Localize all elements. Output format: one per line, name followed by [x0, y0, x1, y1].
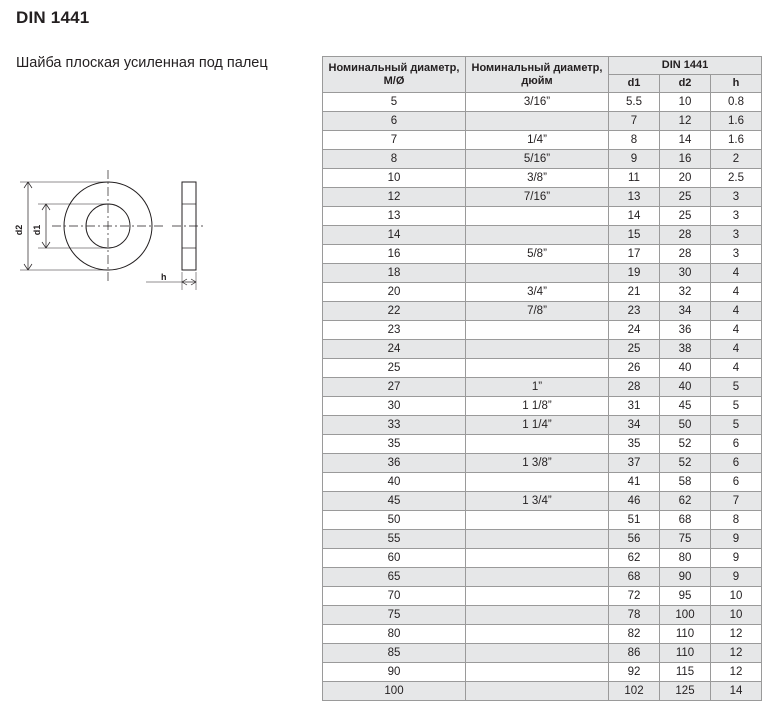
cell-nominal-mm: 13 [323, 207, 466, 226]
cell-d1: 26 [609, 359, 660, 378]
cell-nominal-inch: 3/4” [466, 283, 609, 302]
cell-d2: 52 [660, 454, 711, 473]
cell-d1: 86 [609, 644, 660, 663]
cell-d1: 5.5 [609, 93, 660, 112]
cell-d2: 58 [660, 473, 711, 492]
cell-nominal-mm: 27 [323, 378, 466, 397]
cell-d1: 19 [609, 264, 660, 283]
cell-nominal-inch [466, 112, 609, 131]
cell-nominal-mm: 100 [323, 682, 466, 701]
cell-d2: 125 [660, 682, 711, 701]
cell-h: 1.6 [711, 112, 762, 131]
cell-d2: 10 [660, 93, 711, 112]
cell-h: 4 [711, 321, 762, 340]
cell-d2: 20 [660, 169, 711, 188]
cell-nominal-inch [466, 549, 609, 568]
cell-nominal-inch [466, 207, 609, 226]
table-row [323, 245, 762, 264]
table-row [323, 511, 762, 530]
table-row [323, 644, 762, 663]
cell-nominal-inch: 5/8” [466, 245, 609, 264]
cell-nominal-mm: 45 [323, 492, 466, 511]
cell-h: 2.5 [711, 169, 762, 188]
cell-nominal-mm: 25 [323, 359, 466, 378]
cell-nominal-inch: 1 1/8” [466, 397, 609, 416]
table-body [323, 93, 762, 701]
cell-d2: 36 [660, 321, 711, 340]
cell-d2: 100 [660, 606, 711, 625]
cell-d2: 110 [660, 625, 711, 644]
cell-nominal-mm: 36 [323, 454, 466, 473]
cell-h: 3 [711, 245, 762, 264]
cell-nominal-mm: 65 [323, 568, 466, 587]
table-row [323, 416, 762, 435]
table-row [323, 131, 762, 150]
cell-h: 12 [711, 625, 762, 644]
cell-nominal-inch [466, 682, 609, 701]
cell-d1: 31 [609, 397, 660, 416]
cell-nominal-mm: 50 [323, 511, 466, 530]
cell-d1: 24 [609, 321, 660, 340]
cell-h: 6 [711, 454, 762, 473]
cell-d1: 28 [609, 378, 660, 397]
header-nominal-mm: Номинальный диаметр, М/Ø [323, 57, 466, 93]
cell-d1: 82 [609, 625, 660, 644]
cell-nominal-inch [466, 340, 609, 359]
cell-nominal-inch: 5/16” [466, 150, 609, 169]
cell-nominal-inch [466, 530, 609, 549]
table-row [323, 169, 762, 188]
cell-d2: 90 [660, 568, 711, 587]
cell-nominal-mm: 80 [323, 625, 466, 644]
cell-nominal-inch [466, 568, 609, 587]
cell-d1: 8 [609, 131, 660, 150]
cell-d1: 51 [609, 511, 660, 530]
table-row [323, 663, 762, 682]
cell-nominal-inch: 1 3/8” [466, 454, 609, 473]
cell-d1: 9 [609, 150, 660, 169]
cell-nominal-mm: 23 [323, 321, 466, 340]
cell-d1: 72 [609, 587, 660, 606]
cell-nominal-inch [466, 587, 609, 606]
table-row [323, 435, 762, 454]
cell-h: 3 [711, 226, 762, 245]
table-row [323, 321, 762, 340]
table-row [323, 454, 762, 473]
cell-nominal-mm: 35 [323, 435, 466, 454]
cell-nominal-mm: 33 [323, 416, 466, 435]
table-row [323, 207, 762, 226]
cell-h: 3 [711, 188, 762, 207]
cell-nominal-inch [466, 663, 609, 682]
cell-d2: 115 [660, 663, 711, 682]
cell-d1: 14 [609, 207, 660, 226]
cell-h: 6 [711, 435, 762, 454]
table-row [323, 112, 762, 131]
cell-d2: 45 [660, 397, 711, 416]
cell-nominal-inch [466, 359, 609, 378]
table-row [323, 283, 762, 302]
cell-h: 6 [711, 473, 762, 492]
cell-d2: 38 [660, 340, 711, 359]
cell-d1: 102 [609, 682, 660, 701]
cell-nominal-mm: 85 [323, 644, 466, 663]
cell-nominal-inch [466, 435, 609, 454]
table-row [323, 473, 762, 492]
cell-nominal-mm: 70 [323, 587, 466, 606]
table-row [323, 150, 762, 169]
cell-d2: 40 [660, 378, 711, 397]
cell-h: 4 [711, 283, 762, 302]
cell-d2: 12 [660, 112, 711, 131]
cell-h: 10 [711, 587, 762, 606]
cell-h: 4 [711, 340, 762, 359]
cell-nominal-inch [466, 644, 609, 663]
table-row [323, 587, 762, 606]
cell-h: 9 [711, 568, 762, 587]
header-standard: DIN 1441 [609, 57, 762, 75]
table-row [323, 606, 762, 625]
cell-d1: 56 [609, 530, 660, 549]
cell-nominal-mm: 24 [323, 340, 466, 359]
cell-nominal-inch [466, 606, 609, 625]
cell-nominal-mm: 10 [323, 169, 466, 188]
cell-d1: 11 [609, 169, 660, 188]
cell-d1: 23 [609, 302, 660, 321]
header-nominal-inch: Номинальный диаметр, дюйм [466, 57, 609, 93]
cell-d1: 13 [609, 188, 660, 207]
dimension-label-h: h [161, 272, 167, 282]
cell-d2: 40 [660, 359, 711, 378]
cell-d2: 28 [660, 226, 711, 245]
table-row [323, 93, 762, 112]
cell-d1: 37 [609, 454, 660, 473]
cell-d2: 75 [660, 530, 711, 549]
cell-d2: 32 [660, 283, 711, 302]
cell-d1: 35 [609, 435, 660, 454]
table-row [323, 340, 762, 359]
cell-h: 14 [711, 682, 762, 701]
cell-h: 5 [711, 416, 762, 435]
cell-d1: 15 [609, 226, 660, 245]
cell-h: 4 [711, 359, 762, 378]
cell-d2: 80 [660, 549, 711, 568]
cell-nominal-inch [466, 625, 609, 644]
cell-d1: 46 [609, 492, 660, 511]
header-d2: d2 [660, 75, 711, 93]
cell-d1: 78 [609, 606, 660, 625]
cell-d1: 17 [609, 245, 660, 264]
cell-nominal-inch: 7/16” [466, 188, 609, 207]
cell-h: 12 [711, 663, 762, 682]
cell-h: 10 [711, 606, 762, 625]
cell-nominal-inch [466, 226, 609, 245]
cell-nominal-inch [466, 511, 609, 530]
cell-d1: 92 [609, 663, 660, 682]
table-header-row-1 [323, 57, 762, 75]
table-row [323, 682, 762, 701]
cell-nominal-mm: 20 [323, 283, 466, 302]
cell-nominal-mm: 7 [323, 131, 466, 150]
cell-nominal-inch [466, 321, 609, 340]
cell-h: 5 [711, 378, 762, 397]
cell-h: 4 [711, 302, 762, 321]
cell-nominal-inch: 1” [466, 378, 609, 397]
page-title: DIN 1441 [16, 8, 90, 27]
cell-nominal-mm: 30 [323, 397, 466, 416]
cell-nominal-mm: 55 [323, 530, 466, 549]
cell-d1: 62 [609, 549, 660, 568]
cell-h: 1.6 [711, 131, 762, 150]
cell-d2: 52 [660, 435, 711, 454]
header-d1: d1 [609, 75, 660, 93]
cell-h: 3 [711, 207, 762, 226]
dimension-label-d2: d2 [14, 224, 24, 236]
cell-h: 9 [711, 549, 762, 568]
specification-table [322, 56, 762, 701]
cell-d1: 7 [609, 112, 660, 131]
cell-nominal-mm: 75 [323, 606, 466, 625]
cell-nominal-mm: 90 [323, 663, 466, 682]
table-row [323, 378, 762, 397]
cell-h: 0.8 [711, 93, 762, 112]
cell-nominal-inch [466, 473, 609, 492]
cell-h: 12 [711, 644, 762, 663]
table-row [323, 568, 762, 587]
table-row [323, 397, 762, 416]
cell-d2: 30 [660, 264, 711, 283]
cell-nominal-mm: 5 [323, 93, 466, 112]
cell-d2: 50 [660, 416, 711, 435]
cell-nominal-mm: 12 [323, 188, 466, 207]
cell-d2: 34 [660, 302, 711, 321]
table-head [323, 57, 762, 93]
cell-d2: 62 [660, 492, 711, 511]
table-row [323, 549, 762, 568]
page-subtitle: Шайба плоская усиленная под палец [16, 55, 268, 71]
cell-nominal-mm: 14 [323, 226, 466, 245]
table-row [323, 188, 762, 207]
cell-d1: 34 [609, 416, 660, 435]
cell-nominal-inch: 3/8” [466, 169, 609, 188]
cell-d2: 25 [660, 188, 711, 207]
cell-nominal-inch: 1 3/4” [466, 492, 609, 511]
table-row [323, 226, 762, 245]
cell-d1: 41 [609, 473, 660, 492]
cell-d1: 68 [609, 568, 660, 587]
table-row [323, 359, 762, 378]
cell-nominal-mm: 16 [323, 245, 466, 264]
washer-technical-drawing [6, 160, 306, 300]
left-column [16, 0, 316, 74]
cell-nominal-mm: 6 [323, 112, 466, 131]
cell-h: 8 [711, 511, 762, 530]
cell-h: 7 [711, 492, 762, 511]
cell-nominal-mm: 22 [323, 302, 466, 321]
table-row [323, 530, 762, 549]
cell-nominal-mm: 40 [323, 473, 466, 492]
cell-nominal-inch: 1 1/4” [466, 416, 609, 435]
cell-h: 5 [711, 397, 762, 416]
cell-d2: 16 [660, 150, 711, 169]
cell-d2: 28 [660, 245, 711, 264]
dimension-label-d1: d1 [32, 224, 42, 236]
table-row [323, 302, 762, 321]
cell-d1: 25 [609, 340, 660, 359]
cell-d2: 25 [660, 207, 711, 226]
table-row [323, 492, 762, 511]
table-row [323, 625, 762, 644]
cell-nominal-inch [466, 264, 609, 283]
cell-d1: 21 [609, 283, 660, 302]
table-row [323, 264, 762, 283]
specification-table-wrapper [322, 56, 762, 701]
header-h: h [711, 75, 762, 93]
cell-d2: 95 [660, 587, 711, 606]
cell-nominal-mm: 60 [323, 549, 466, 568]
cell-h: 4 [711, 264, 762, 283]
cell-nominal-inch: 1/4” [466, 131, 609, 150]
cell-nominal-inch: 3/16” [466, 93, 609, 112]
cell-d2: 68 [660, 511, 711, 530]
cell-nominal-mm: 8 [323, 150, 466, 169]
cell-nominal-inch: 7/8” [466, 302, 609, 321]
cell-h: 2 [711, 150, 762, 169]
cell-nominal-mm: 18 [323, 264, 466, 283]
cell-d2: 14 [660, 131, 711, 150]
cell-h: 9 [711, 530, 762, 549]
cell-d2: 110 [660, 644, 711, 663]
